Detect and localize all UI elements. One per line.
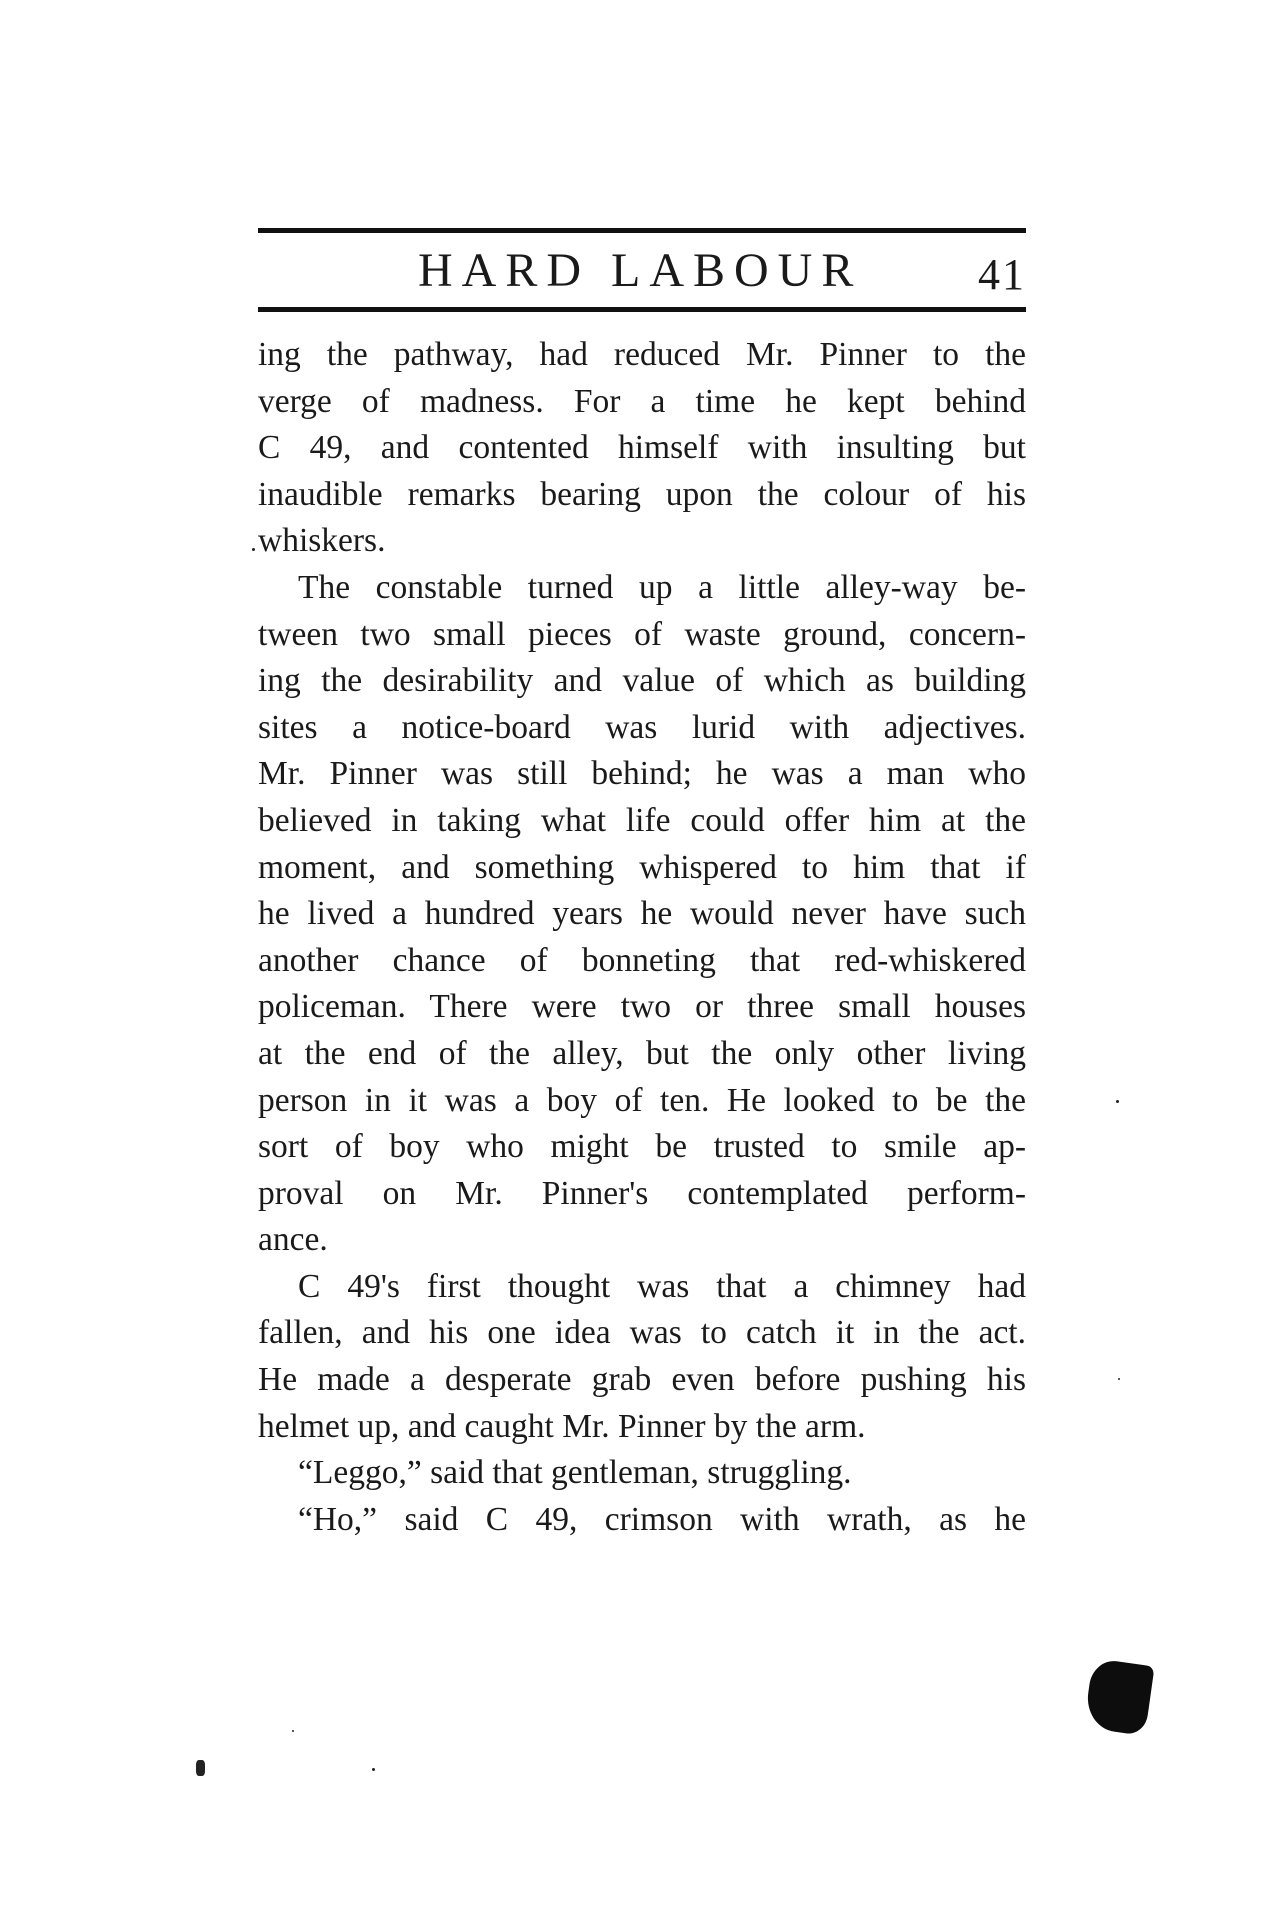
ink-blot [1083,1658,1154,1736]
page-number: 41 [978,250,1026,299]
paragraph-leggo [258,1450,1026,1497]
text-line: believed in taking what life could offer him at the [258,801,1026,839]
paragraph-constable [258,565,1026,1264]
text-line: whiskers. [258,522,386,560]
text-line: fallen, and his one idea was to catch it in the act. [258,1314,1026,1352]
text-line: He made a desperate grab even before pushing his [258,1361,1026,1399]
text-line: “Leggo,” said that gentleman, struggling. [298,1454,852,1492]
paragraph-continuation [258,332,1026,565]
paragraph-chimney [258,1264,1026,1450]
text-line: Mr. Pinner was still behind; he was a man who [258,755,1026,793]
text-line: tween two small pieces of waste ground, concern- [258,615,1026,653]
text-line: sites a notice-board was lurid with adjectives. [258,708,1026,746]
text-line: person in it was a boy of ten. He looked to be the [258,1081,1026,1119]
text-line: moment, and something whispered to him that if [258,848,1026,886]
header-rule-bottom [258,307,1026,312]
running-head [258,240,1026,302]
text-line: “Ho,” said C 49, crimson with wrath, as he [298,1500,1026,1538]
text-line: ance. [258,1221,328,1259]
text-line: ing the desirability and value of which as building [258,662,1026,700]
ink-speck [196,1760,205,1776]
ink-speck [372,1768,375,1771]
ink-speck [1116,1100,1119,1103]
text-line: helmet up, and caught Mr. Pinner by the arm. [258,1407,866,1445]
text-line: C 49's first thought was that a chimney had [298,1267,1026,1305]
header-rule-top [258,228,1026,233]
ink-speck [252,548,255,551]
text-line: The constable turned up a little alley-way be- [298,568,1026,606]
ink-speck [292,1730,294,1732]
running-title: HARD LABOUR [418,244,863,297]
text-line: ing the pathway, had reduced Mr. Pinner to the [258,336,1026,373]
text-line: he lived a hundred years he would never have such [258,895,1026,933]
text-line: C 49, and contented himself with insulting but [258,429,1026,467]
text-line: another chance of bonneting that red-whiskered [258,941,1026,979]
text-line: policeman. There were two or three small houses [258,988,1026,1026]
text-line: proval on Mr. Pinner's contemplated perform- [258,1174,1026,1212]
body-text [258,332,1026,1543]
ink-speck [1118,1378,1120,1380]
text-line: sort of boy who might be trusted to smile ap- [258,1128,1026,1166]
text-line: inaudible remarks bearing upon the colour of his [258,475,1026,513]
text-line: verge of madness. For a time he kept behind [258,382,1026,420]
text-line: at the end of the alley, but the only other living [258,1034,1026,1072]
paragraph-ho [258,1497,1026,1544]
